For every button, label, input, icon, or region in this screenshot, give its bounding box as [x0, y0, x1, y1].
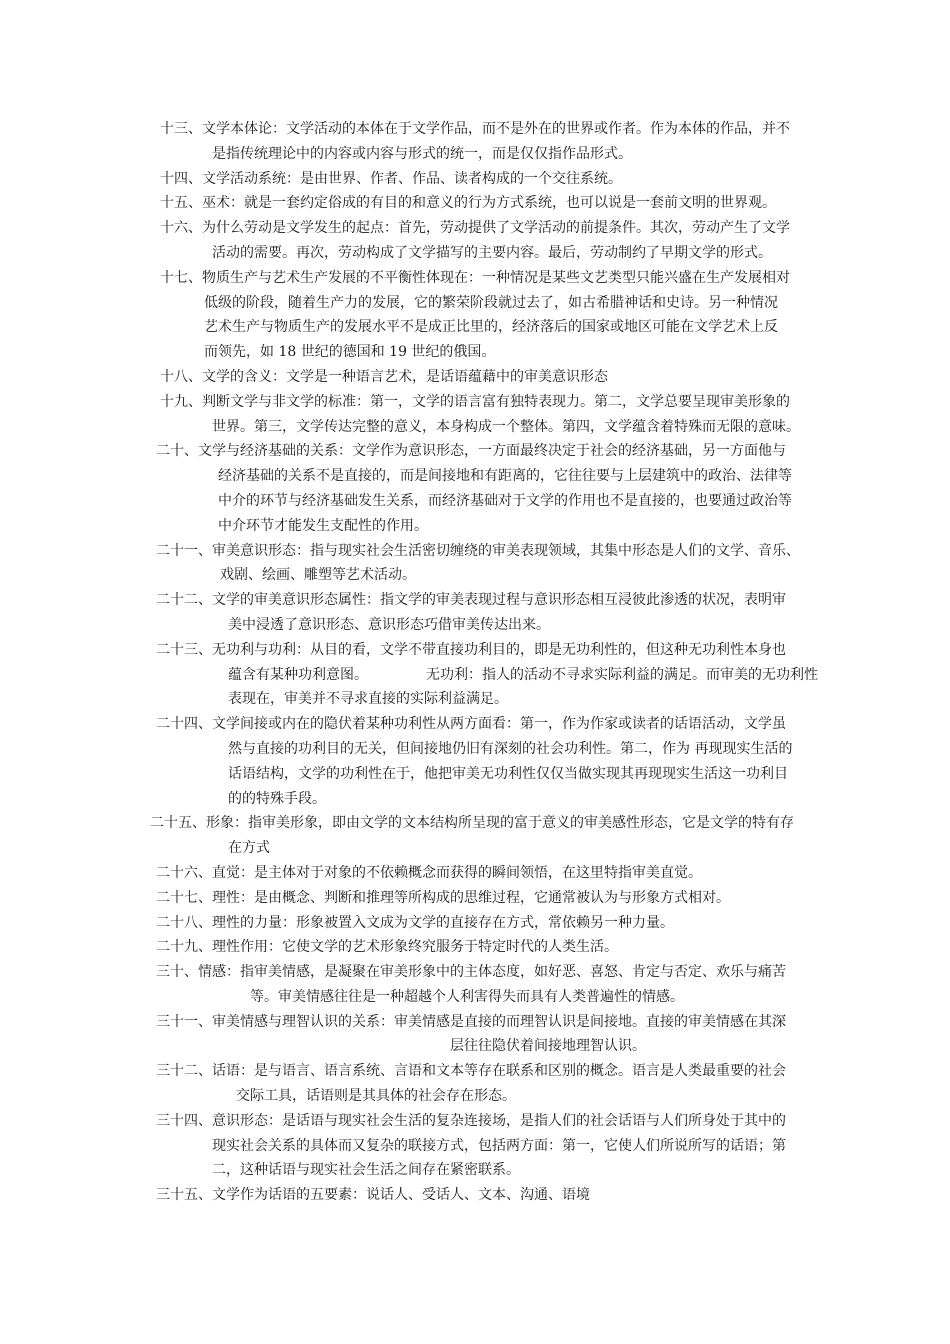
entry-15	[150, 191, 810, 216]
entry-23	[150, 638, 818, 712]
entry-19	[150, 390, 810, 440]
entry-24	[150, 712, 810, 811]
entry-line: 二十四、文学间接或内在的隐伏着某种功利性从两方面看：第一，作为作家或读者的话语活动，文学虽	[156, 716, 786, 733]
entry-22	[150, 588, 810, 638]
entry-18	[150, 365, 810, 390]
entry-29	[150, 935, 810, 960]
entry-26	[150, 861, 810, 886]
entry-32	[150, 1059, 810, 1109]
entry-line: 现实社会关系的具体而又复杂的联接方式，包括两方面：第一，它使人们所说所写的话语；第	[212, 1137, 786, 1154]
entry-line: 十九、判断文学与非文学的标准：第一，文学的语言富有独特表现力。第二，文学总要呈现审美形象的	[160, 393, 790, 410]
entry-14	[150, 167, 810, 192]
entry-21	[150, 539, 810, 589]
entry-line: 美中浸透了意识形态、意识形态巧借审美传达出来。	[228, 616, 550, 633]
entry-line: 经济基础的关系不是直接的，而是间接地和有距离的，它往往要与上层建筑中的政治、法律等	[218, 468, 792, 485]
entry-line: 十三、文学本体论：文学活动的本体在于文学作品，而不是外在的世界或作者。作为本体的作品，并不	[160, 121, 790, 137]
entry-17	[150, 266, 810, 365]
entry-25	[150, 811, 810, 861]
entry-text: 蕴含有某种功利意图。	[228, 666, 368, 683]
entry-line: 三十五、文学作为话语的五要素：说话人、受话人、文本、沟通、语境	[156, 1187, 590, 1204]
entry-line: 二十七、理性：是由概念、判断和推理等所构成的思维过程，它通常被认为与形象方式相对。	[156, 889, 730, 906]
entry-line: 二十六、直觉：是主体对于对象的不依赖概念而获得的瞬间领悟，在这里特指审美直觉。	[156, 864, 702, 881]
entry-line: 而领先，如 18 世纪的德国和 19 世纪的俄国。	[204, 344, 496, 361]
entry-27	[150, 886, 810, 911]
entry-line: 三十一、审美情感与理智认识的关系：审美情感是直接的而理智认识是间接地。直接的审美情感在其深	[156, 1013, 786, 1030]
entry-line: 表现在，审美并不寻求直接的实际利益满足。	[228, 691, 508, 708]
entry-line: 在方式	[228, 840, 270, 857]
entry-line: 是指传统理论中的内容或内容与形式的统一，而是仅仅指作品形式。	[212, 145, 632, 162]
entry-line: 中介的环节与经济基础发生关系，而经济基础对于文学的作用也不是直接的，也要通过政治等	[218, 492, 792, 509]
entry-line: 十七、物质生产与艺术生产发展的不平衡性体现在：一种情况是某些文艺类型只能兴盛在生产发展相对	[160, 269, 790, 286]
entry-13	[150, 117, 810, 167]
entry-16	[150, 216, 810, 266]
entry-line	[150, 663, 818, 688]
entry-20	[150, 439, 810, 538]
entry-line: 的的特殊手段。	[228, 790, 326, 807]
entry-line: 交际工具，话语则是其具体的社会存在形态。	[236, 1088, 516, 1105]
entry-34	[150, 1109, 810, 1183]
entry-line: 十四、文学活动系统：是由世界、作者、作品、读者构成的一个交往系统。	[160, 170, 622, 187]
entry-line: 三十、情感：指审美情感，是凝聚在审美形象中的主体态度，如好恶、喜怒、肯定与否定、欢乐与痛苦	[156, 964, 786, 981]
entry-line: 二十八、理性的力量：形象被置入文成为文学的直接存在方式，常依赖另一种力量。	[156, 914, 674, 931]
entry-line: 低级的阶段，随着生产力的发展，它的繁荣阶段就过去了，如古希腊神话和史诗。另一种情况	[204, 294, 778, 311]
entry-31	[150, 1010, 810, 1060]
entry-line: 二十一、审美意识形态：指与现实社会生活密切缠绕的审美表现领域，其集中形态是人们的文学、音乐、	[156, 542, 800, 559]
entry-line: 十六、为什么劳动是文学发生的起点：首先，劳动提供了文学活动的前提条件。其次，劳动产生了文学	[160, 220, 790, 237]
entry-line: 三十二、话语：是与语言、语言系统、言语和文本等存在联系和区别的概念。语言是人类最重要的社会	[156, 1063, 786, 1080]
entry-28	[150, 911, 810, 936]
entry-text: 无功利：指人的活动不寻求实际利益的满足。而审美的无功利性	[426, 666, 818, 683]
entry-line: 二十、文学与经济基础的关系：文学作为意识形态，一方面最终决定于社会的经济基础，另一方面他与	[156, 443, 786, 460]
document-body	[150, 117, 818, 1208]
entry-line: 艺术生产与物质生产的发展水平不是成正比里的，经济落后的国家或地区可能在文学艺术上反	[204, 319, 778, 336]
entry-35	[150, 1183, 810, 1208]
entry-line: 戏剧、绘画、雕塑等艺术活动。	[220, 567, 416, 584]
entry-line: 等。审美情感往往是一种超越个人利害得失而具有人类普遍性的情感。	[250, 988, 684, 1005]
entry-line: 世界。第三，文学传达完整的意义，本身构成一个整体。第四，文学蕴含着特殊而无限的意味。	[212, 418, 800, 435]
entry-line: 二，这种话语与现实社会生活之间存在紧密联系。	[212, 1162, 520, 1179]
entry-30	[150, 960, 810, 1010]
entry-line: 活动的需要。再次，劳动构成了文学描写的主要内容。最后，劳动制约了早期文学的形式。	[212, 244, 772, 261]
entry-line: 二十三、无功利与功利：从目的看，文学不带直接功利目的，即是无功利性的，但这种无功利性本身也	[156, 641, 786, 658]
entry-line: 层往往隐伏着间接地理智认识。	[450, 1038, 646, 1055]
entry-line: 话语结构，文学的功利性在于，他把审美无功利性仅仅当做实现其再现现实生活这一功利目	[228, 765, 788, 782]
entry-line: 三十四、意识形态：是话语与现实社会生活的复杂连接场，是指人们的社会话语与人们所身处于其中的	[156, 1112, 786, 1129]
entry-line: 十八、文学的含义：文学是一种语言艺术，是话语蕴藉中的审美意识形态	[160, 368, 608, 385]
entry-line: 中介环节才能发生支配性的作用。	[218, 517, 428, 534]
entry-line: 十五、巫术：就是一套约定俗成的有目的和意义的行为方式系统，也可以说是一套前文明的世界观。	[160, 195, 776, 212]
entry-line: 然与直接的功利目的无关，但间接地仍旧有深刻的社会功利性。第二，作为 再现现实生活的	[228, 740, 793, 757]
entry-line: 二十九、理性作用：它使文学的艺术形象终究服务于特定时代的人类生活。	[156, 939, 618, 956]
entry-line: 二十二、文学的审美意识形态属性：指文学的审美表现过程与意识形态相互浸彼此渗透的状况，表明审	[156, 592, 786, 609]
entry-line: 二十五、形象：指审美形象，即由文学的文本结构所呈现的富于意义的审美感性形态，它是文学的特有存	[150, 815, 794, 832]
